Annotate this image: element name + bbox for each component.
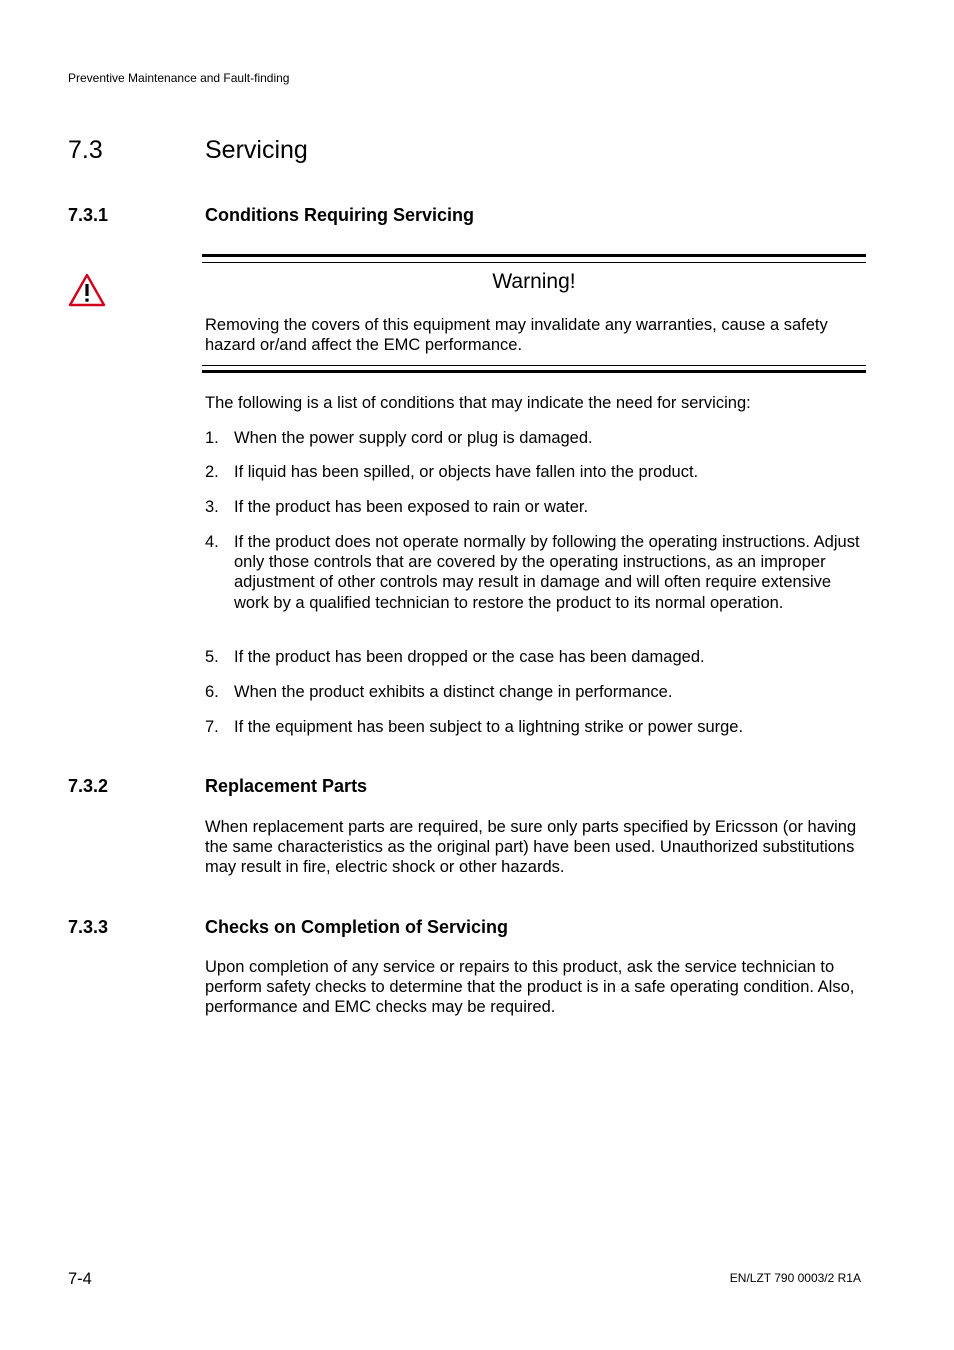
- page-number: 7-4: [68, 1270, 92, 1288]
- list-item-number: 4.: [205, 533, 219, 551]
- warning-top-rule-thin: [202, 262, 866, 263]
- list-item-number: 6.: [205, 683, 219, 701]
- warning-bottom-rule-thick: [202, 370, 866, 373]
- list-intro: The following is a list of conditions that may indicate the need for servicing:: [205, 394, 751, 412]
- subsection-title-2: Replacement Parts: [205, 776, 368, 796]
- completion-checks-text: Upon completion of any service or repairs to this product, ask the service technician to perform safety checks to determine that the product is in a safe operating condition. Also, performance and EMC checks may be required.: [205, 958, 855, 1017]
- subsection-number-3: 7.3.3: [68, 917, 109, 937]
- list-item-text: If the product has been exposed to rain or water.: [234, 498, 589, 516]
- section-title: Servicing: [205, 136, 308, 164]
- document-id: EN/LZT 790 0003/2 R1A: [729, 1271, 861, 1285]
- warning-text: Removing the covers of this equipment may invalidate any warranties, cause a safety hazard or/and affect the EMC performance.: [205, 316, 828, 355]
- warning-triangle-icon: [68, 272, 106, 308]
- warning-title: Warning!: [492, 270, 576, 293]
- replacement-parts-text: When replacement parts are required, be sure only parts specified by Ericsson (or having the same characteristics as the original part) have been used. Unauthorized substitutions may result in fire, electric shock or other hazards.: [205, 818, 857, 877]
- list-item-number: 1.: [205, 429, 219, 447]
- list-item-number: 3.: [205, 498, 219, 516]
- section-number: 7.3: [68, 136, 103, 164]
- subsection-number-1: 7.3.1: [68, 205, 109, 225]
- list-item-text: If the product does not operate normally by following the operating instructions. Adjust only those controls that are covered by the operating instructions, as an improper adjustment of other controls may result in damage and will often require extensive work by a qualified technician to restore the product to its normal operation.: [234, 533, 860, 612]
- subsection-number-2: 7.3.2: [68, 776, 109, 796]
- list-item-number: 7.: [205, 718, 219, 736]
- list-item-text: If the product has been dropped or the case has been damaged.: [234, 648, 705, 666]
- list-item-text: When the product exhibits a distinct change in performance.: [234, 683, 673, 701]
- list-item-text: If liquid has been spilled, or objects have fallen into the product.: [234, 463, 699, 481]
- warning-top-rule-thick: [202, 254, 866, 257]
- running-header: Preventive Maintenance and Fault-finding: [68, 71, 290, 85]
- list-item-text: When the power supply cord or plug is damaged.: [234, 429, 593, 447]
- warning-bottom-rule-thin: [202, 365, 866, 366]
- subsection-title-3: Checks on Completion of Servicing: [205, 917, 509, 937]
- list-item-text: If the equipment has been subject to a lightning strike or power surge.: [234, 718, 744, 736]
- subsection-title-1: Conditions Requiring Servicing: [205, 205, 475, 225]
- list-item-number: 2.: [205, 463, 219, 481]
- list-item-number: 5.: [205, 648, 219, 666]
